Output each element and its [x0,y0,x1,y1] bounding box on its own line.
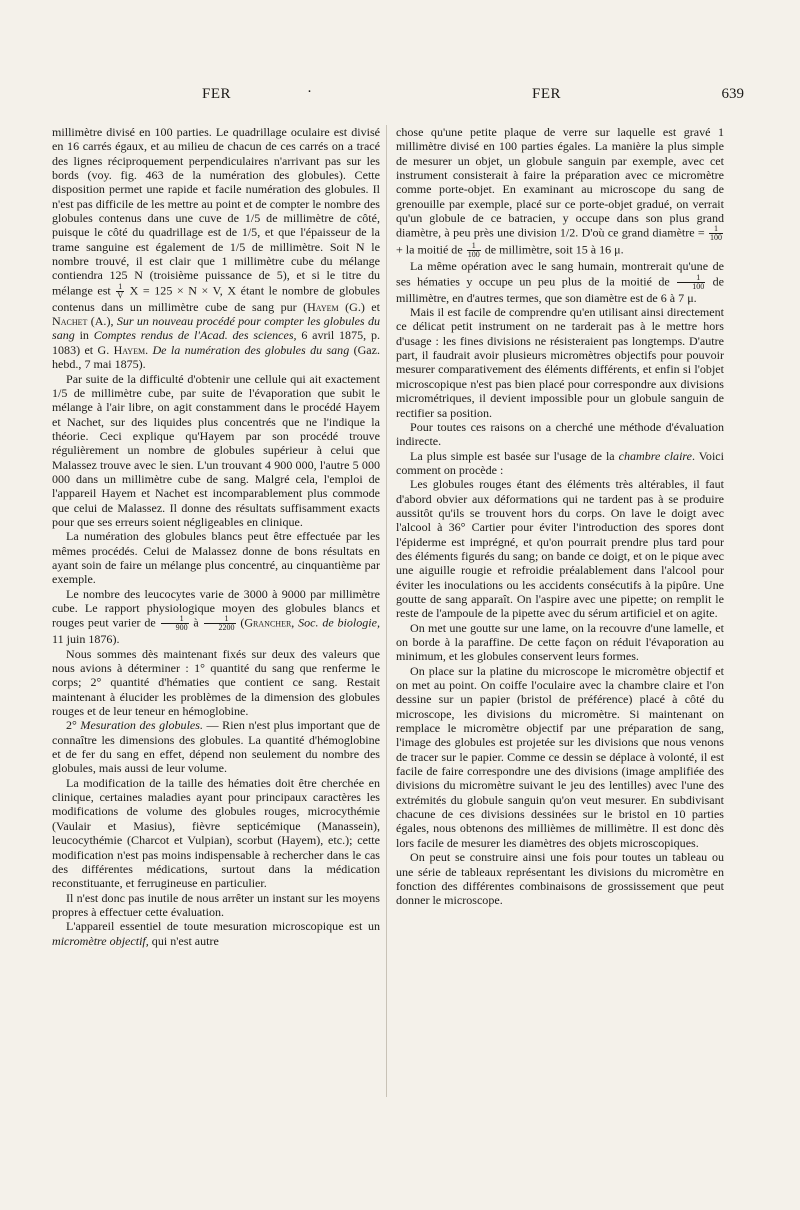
text: 2° [66,718,81,733]
fraction: $\frac{1}{100}$ [710,224,722,243]
text: millimètre divisé en 100 parties. Le quadrillage oculaire est divisé en 16 carrés égaux, et au milieu de chacun de ces carrés on a tracé des lignes réciproquement perpendiculaires n'arrivant pas sur les bords (voy. fig. 463 de la numération des globules). Cette disposition permet une rapide et facile numération des globules. Il n'est pas difficile de les mettre au point et de compter le nombre des globules contenus dans une cuve de 1/5 de millimètre de côté, puisque le côté du quadrillage est de 1/5, et que l'épaisseur de la trame sanguine est également de 1/5 de millimètre. Soit N le nombre trouvé, il est clair que 1 millimètre cube du mélange contiendra 125 N (troisième puissance de 5), et si le titre du mélange est [52,125,380,298]
column-divider [386,125,387,1097]
citation-journal: Soc. de biologie, [298,615,381,630]
term: chambre claire [618,448,692,463]
running-head-right-title: FER [532,86,562,102]
text: X = 125 × N × V, X étant le nombre de globules contenus dans un millimètre cube de sang pur ( [52,283,380,314]
fraction: $\frac{1}{V}$ [117,281,124,300]
fraction: $\frac{1}{100}$ [677,274,705,291]
text: 6 avril 1875, p. 1083) et G. [52,328,380,357]
paragraph [396,449,724,478]
paragraph [396,259,724,305]
page-number: 639 [721,86,744,102]
paragraph: On place sur la platine du microscope le micromètre objectif et on met au point. On coiffe l'oculaire avec la chambre claire et l'on dessine sur un papier (bristol de préférence) placé à côté du microscope, les divisions du micromètre. Si maintenant on remplace le micromètre objectif par une préparation de sang, l'image des globules est projetée sur les divisions que nous venons de tracer sur le papier. Comme ce dessin se déplace à volonté, il est facile de faire correspondre une des divisions (image amplifiée des divisions du micromètre suivant le jeu des lentilles) avec l'une des extrémités du globule sanguin qu'on veut mesurer. En subdivisant chacune de ces divisions dessinées sur le bristol en 10 parties égales, nous obtenons des millièmes de millimètre. Il est donc dès lors facile de mesurer les diamètres des objets microscopiques. [396,663,724,850]
text: La plus simple est basée sur l'usage de la [410,448,619,463]
author-name: Hayem [113,342,146,357]
paragraph: Les globules rouges étant des éléments très altérables, il faut d'abord obvier aux déformations qui ne tardent pas à se produire aussitôt qu'ils se trouvent hors du corps. On lave le doigt avec l'alcool à 36° Cartier pour éviter l'introduction des spores dont l'épiderme est imprégné, et qu'on pourrait prendre plus tard pour des éléments figurés du sang; on bande ce doigt, et on le pique avec une aiguille rougie et refroidie préalablement dans l'alcool pour éviter les inoculations ou les accidents consécutifs à la pipûre. Une goutte de sang apparaît. On l'aspire avec une pipette; on remplit le reste de l'ampoule de la pipette avec du sérum artificiel et on agite. [396,477,724,621]
text: de millimètre, soit 15 à 16 μ. [481,242,624,257]
text: + la moitié de [396,242,466,257]
text: qui n'est autre [148,933,219,948]
fraction: $\frac{1}{100}$ [467,241,480,260]
right-column [396,125,724,908]
section-title: Mesuration des globules. [80,718,203,733]
text: ( [236,615,245,630]
text: à [189,615,203,630]
text: La même opération avec le sang humain, montrerait qu'une de ses hématies y occupe un peu plus de la moitié de [396,259,724,289]
text: in [74,328,94,343]
paragraph: On met une goutte sur une lame, on la recouvre d'une lamelle, et on borde à la paraffine. De cette façon on réduit l'évaporation au minimum, et les globules conservent leurs formes. [396,620,724,664]
term: micromètre objectif, [52,933,149,948]
fraction: $\frac{1}{900}$ [161,615,189,632]
text: 11 juin 1876). [52,632,120,647]
author-name: Hayem [307,299,339,314]
running-head-dot: · [307,84,312,100]
fraction: $\frac{1}{2200}$ [204,615,236,632]
paragraph: On peut se construire ainsi une fois pour toutes un tableau ou une série de tableaux représentant les divisions du micromètre en fonction des différentes combinaisons de grossissement que peut donner le microscope. [396,850,724,908]
paragraph: La numération des globules blancs peut être effectuée par les mêmes procédés. Celui de Malassez donne de bons résultats en ayant soin de faire un mélange plus concentré, au cinquantième par exemple. [52,529,380,587]
citation-journal: Comptes rendus de l'Acad. des sciences, [93,328,297,343]
running-head [52,86,746,110]
text: (A.), [87,314,117,329]
citation-title: De la numération des globules du sang [152,342,350,357]
text: (G.) et [338,299,380,314]
author-name: Grancher [244,615,292,630]
text: — Rien n'est plus important que de connaître les dimensions des globules. La quantité d'hémoglobine et de fer du sang en effet, dépend non seulement du nombre des globules, mais aussi de leur volume. [52,718,380,776]
text: (Gaz. hebd., 7 mai 1875). [52,342,380,372]
paragraph: Pour toutes ces raisons on a cherché une méthode d'évaluation indirecte. [396,419,724,449]
paragraph [52,919,380,948]
paragraph: Mais il est facile de comprendre qu'en utilisant ainsi directement ce délicat petit instrument on ne tarderait pas à le mettre hors d'usage : les fines divisions ne résisteraient pas longtemps. D'autre part, il faudrait avoir plusieurs micromètres objectifs pour pouvoir mesurer comparativement des éléments différents, et enfin si l'objet microscopique n'est pas bien placé pour correspondre aux divisions micrométriques, il devient impossible pour un globule sanguin de rectifier sa position. [396,305,724,420]
paragraph: Par suite de la difficulté d'obtenir une cellule qui ait exactement 1/5 de millimètre cube, par suite de l'évaporation que subit le mélange à l'air libre, on agit constamment dans le procédé Hayem et Nachet, sur des liquides plus concentrés que ne l'indique la théorie. Ceci explique qu'Hayem par son procédé trouve régulièrement un nombre de globules supérieur à celui que Malassez trouve avec le sien. L'un trouvant 4 900 000, l'autre 5 000 000 dans un millimètre cube de sang. Malgré cela, l'emploi de l'appareil Hayem et Nachet est incomparablement plus commode que celui de Malassez. Il donne des résultats suffisamment exacts pour que ses erreurs soient négligeables en clinique. [52,371,380,529]
text: . [145,342,153,357]
author-name: Nachet [52,314,88,329]
paragraph [52,587,380,647]
text: de millimètre, en d'autres termes, que son diamètre est de 6 à 7 μ. [396,274,724,305]
text: , [291,615,299,630]
text: L'appareil essentiel de toute mesuration microscopique est un [66,919,380,934]
paragraph: Nous sommes dès maintenant fixés sur deux des valeurs que nous avions à déterminer : 1° quantité du sang que renferme le corps; 2° quantité d'hématies que contient ce sang. Restait maintenant à élucider les problèmes de la dimension des globules rouges et de leur teneur en hémoglobine. [52,646,380,719]
paragraph [52,125,380,372]
text: Le nombre des leucocytes varie de 3000 à 9000 par millimètre cube. Le rapport physiologique moyen des globules blancs et rouges peut varier de [52,586,380,630]
paragraph: La modification de la taille des hématies doit être cherchée en clinique, certaines maladies ayant pour principaux caractères les modifications de volume des globules rouges, microcythémie (Vaulair et Masius), fièvre septicémique (Manassein), leucocythémie (Charcot et Vulpian), scorbut (Hayem), etc.); cette modification n'est pas moins indispensable à rechercher dans le cas des différentes médications, surtout dans la médication reconstituante, et ferrugineuse en particulier. [52,775,380,891]
paragraph: Il n'est donc pas inutile de nous arrêter un instant sur les moyens propres à effectuer cette évaluation. [52,890,380,919]
paragraph [396,125,724,259]
text: . Voici comment on procède : [396,448,724,477]
paragraph [52,718,380,775]
citation-title: Sur un nouveau procédé pour compter les globules du sang [52,314,380,343]
running-head-left-title: FER [202,86,232,102]
text: chose qu'une petite plaque de verre sur laquelle est gravé 1 millimètre divisé en 100 parties égales. La manière la plus simple de mesurer un objet, un globule sanguin par exemple, avec cet instrument consisterait à faire la préparation avec ce micromètre comme porte-objet. En examinant au microscope du sang de grenouille par exemple, placé sur ce porte-objet gradué, on verrait qu'un globule de ce batracien, y occupe dans son plus grand diamètre, à peu près une division 1/2. D'où ce grand diamètre = [396,125,724,240]
left-column [52,125,380,948]
